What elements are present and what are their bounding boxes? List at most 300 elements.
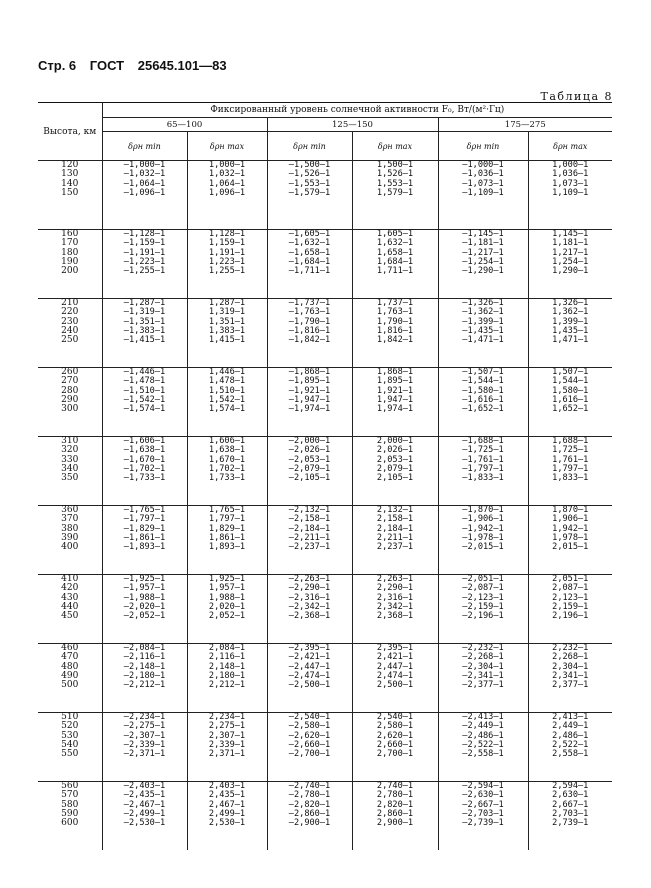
table-value: 2,780—1: [376, 790, 414, 801]
table-value: 1,399—1: [552, 316, 589, 327]
table-value: —2,413—1: [462, 712, 504, 722]
table-value: 1,574—1: [208, 404, 246, 415]
table-value: —1,790—1: [288, 316, 331, 327]
table-value: —2,630—1: [462, 790, 504, 801]
value-cell-max: [187, 782, 267, 851]
table-value: 1,725—1: [552, 445, 589, 456]
table-value: —1,684—1: [288, 256, 331, 267]
table-value: —1,478—1: [123, 376, 166, 387]
value-cell-max: [187, 299, 267, 368]
altitude-cell: [38, 368, 102, 437]
table-value: —1,542—1: [123, 394, 166, 405]
table-value: 2,522—1: [552, 739, 589, 750]
table-value: 570: [61, 790, 79, 801]
table-value: 230: [61, 316, 79, 327]
table-value: —2,820—1: [288, 799, 331, 810]
table-value: —1,096—1: [123, 187, 166, 198]
table-value: —1,947—1: [288, 394, 331, 405]
table-value: —2,594—1: [462, 781, 504, 791]
altitude-cell: [38, 299, 102, 368]
table-value: —1,861—1: [123, 532, 166, 543]
table-value: 1,974—1: [376, 404, 414, 415]
table-value: —2,700—1: [288, 749, 331, 760]
table-value: 1,870—1: [552, 505, 589, 515]
value-cell-max: [187, 644, 267, 713]
value-cell-max: [187, 161, 267, 230]
table-value: 1,638—1: [208, 445, 246, 456]
table-value: —1,702—1: [123, 463, 166, 474]
table-value: —1,842—1: [288, 335, 331, 346]
table-value: —2,316—1: [288, 592, 331, 603]
table-value: 320: [61, 445, 79, 456]
table-value: 350: [61, 473, 79, 484]
table-value: 2,123—1: [552, 592, 589, 603]
table-value: 2,530—1: [208, 818, 246, 829]
table-value: 1,606—1: [208, 436, 246, 446]
table-row-group: [38, 368, 612, 437]
table-value: 1,652—1: [552, 404, 589, 415]
table-value: 2,339—1: [208, 739, 246, 750]
table-value: —2,051—1: [462, 574, 504, 584]
altitude-cell: [38, 644, 102, 713]
range-header-2: 125—150: [267, 118, 438, 132]
table-value: —1,652—1: [462, 404, 504, 415]
table-value: —1,351—1: [123, 316, 166, 327]
table-value: 1,319—1: [208, 307, 246, 318]
table-value: —1,816—1: [288, 325, 331, 336]
table-value: —1,255—1: [123, 266, 166, 277]
table-value: —1,036—1: [462, 169, 504, 180]
table-value: —2,500—1: [288, 680, 331, 691]
table-value: 1,868—1: [376, 367, 414, 377]
table-value: 2,594—1: [552, 781, 589, 791]
table-value: 1,816—1: [376, 325, 414, 336]
table-value: —2,740—1: [288, 781, 331, 791]
table-value: 2,180—1: [208, 670, 246, 681]
table-value: 1,073—1: [552, 178, 589, 189]
table-value: —1,895—1: [288, 376, 331, 387]
table-value: —2,377—1: [462, 680, 504, 691]
table-value: 160: [61, 229, 79, 239]
table-value: —1,870—1: [462, 505, 504, 515]
table-value: 1,763—1: [376, 307, 414, 318]
table-row-group: [38, 644, 612, 713]
table-value: 1,471—1: [552, 335, 589, 346]
table-value: 1,761—1: [552, 454, 589, 465]
table-value: —2,026—1: [288, 445, 331, 456]
table-value: 1,733—1: [208, 473, 246, 484]
table-value: —1,921—1: [288, 385, 331, 396]
min-header: δρн min: [438, 132, 528, 161]
table-value: 2,052—1: [208, 611, 246, 622]
table-value: —1,510—1: [123, 385, 166, 396]
value-cell-min: [267, 575, 352, 644]
table-value: —2,212—1: [123, 680, 166, 691]
table-row-group: [38, 299, 612, 368]
value-cell-min: [102, 644, 187, 713]
value-cell-min: [267, 230, 352, 299]
value-cell-min: [102, 437, 187, 506]
value-cell-max: [352, 782, 438, 851]
table-value: —1,893—1: [123, 542, 166, 553]
table-value: —2,522—1: [462, 739, 504, 750]
table-value: 1,658—1: [376, 247, 414, 258]
table-value: —1,181—1: [462, 238, 504, 249]
table-value: —1,978—1: [462, 532, 504, 543]
table-value: —2,339—1: [123, 739, 166, 750]
table-value: —2,660—1: [288, 739, 331, 750]
value-cell-min: [438, 230, 528, 299]
value-cell-max: [352, 575, 438, 644]
table-value: 1,670—1: [208, 454, 246, 465]
table-value: 1,553—1: [376, 178, 414, 189]
table-value: 2,739—1: [552, 818, 589, 829]
table-value: 190: [61, 256, 79, 267]
table-value: —1,415—1: [123, 335, 166, 346]
table-value: 1,861—1: [208, 532, 246, 543]
table-value: —1,670—1: [123, 454, 166, 465]
table-value: 1,000—1: [208, 160, 246, 170]
table-value: 2,026—1: [376, 445, 414, 456]
table-value: —1,616—1: [462, 394, 504, 405]
table-value: 2,421—1: [376, 652, 414, 663]
table-row-group: [38, 506, 612, 575]
value-cell-max: [528, 161, 612, 230]
value-cell-min: [267, 299, 352, 368]
table-value: 2,703—1: [552, 808, 589, 819]
value-cell-min: [267, 437, 352, 506]
value-cell-min: [102, 506, 187, 575]
table-value: 560: [61, 781, 79, 791]
table-value: —1,032—1: [123, 169, 166, 180]
table-value: —1,145—1: [462, 229, 504, 239]
table-value: —2,053—1: [288, 454, 331, 465]
table-value: —2,105—1: [288, 473, 331, 484]
table-value: —1,223—1: [123, 256, 166, 267]
table-value: 2,820—1: [376, 799, 414, 810]
table-value: —1,906—1: [462, 514, 504, 525]
table-value: 2,148—1: [208, 661, 246, 672]
table-value: —2,739—1: [462, 818, 504, 829]
table-value: —2,558—1: [462, 749, 504, 760]
table-value: 240: [61, 325, 79, 336]
table-value: —2,307—1: [123, 730, 166, 741]
table-value: —1,763—1: [288, 307, 331, 318]
table-value: 1,510—1: [208, 385, 246, 396]
value-cell-min: [267, 506, 352, 575]
table-value: 470: [61, 652, 79, 663]
value-cell-max: [187, 506, 267, 575]
table-value: 1,217—1: [552, 247, 589, 258]
table-value: 2,860—1: [376, 808, 414, 819]
table-value: —2,079—1: [288, 463, 331, 474]
table-value: 300: [61, 404, 79, 415]
table-value: 1,500—1: [376, 160, 414, 170]
table-value: 2,158—1: [376, 514, 414, 525]
range-header-3: 175—275: [438, 118, 612, 132]
table-value: —2,342—1: [288, 601, 331, 612]
value-cell-min: [102, 368, 187, 437]
table-value: 1,542—1: [208, 394, 246, 405]
table-value: —1,606—1: [123, 436, 166, 446]
table-value: 1,921—1: [376, 385, 414, 396]
table-value: 2,116—1: [208, 652, 246, 663]
table-value: —2,234—1: [123, 712, 166, 722]
table-value: —2,148—1: [123, 661, 166, 672]
table-value: 2,740—1: [376, 781, 414, 791]
table-value: 2,159—1: [552, 601, 589, 612]
value-cell-max: [352, 713, 438, 782]
table-value: —1,254—1: [462, 256, 504, 267]
table-value: 2,403—1: [208, 781, 246, 791]
table-value: —1,658—1: [288, 247, 331, 258]
table-value: —2,132—1: [288, 505, 331, 515]
table-value: —2,158—1: [288, 514, 331, 525]
value-cell-max: [528, 575, 612, 644]
table-value: —1,435—1: [462, 325, 504, 336]
data-table: [38, 102, 612, 850]
table-value: 480: [61, 661, 79, 672]
table-value: 1,893—1: [208, 542, 246, 553]
table-value: 2,079—1: [376, 463, 414, 474]
value-cell-min: [438, 506, 528, 575]
table-value: 590: [61, 808, 79, 819]
table-value: —1,737—1: [288, 298, 331, 308]
value-cell-min: [438, 575, 528, 644]
table-value: —1,507—1: [462, 367, 504, 377]
table-value: 1,351—1: [208, 316, 246, 327]
value-cell-min: [438, 368, 528, 437]
table-value: —2,020—1: [123, 601, 166, 612]
altitude-cell: [38, 161, 102, 230]
table-value: 420: [61, 583, 79, 594]
altitude-cell: [38, 782, 102, 851]
value-cell-min: [267, 782, 352, 851]
table-value: —2,467—1: [123, 799, 166, 810]
table-value: 450: [61, 611, 79, 622]
table-value: 2,304—1: [552, 661, 589, 672]
table-value: —1,580—1: [462, 385, 504, 396]
value-cell-min: [438, 299, 528, 368]
altitude-cell: [38, 713, 102, 782]
value-cell-min: [102, 230, 187, 299]
table-value: 1,064—1: [208, 178, 246, 189]
table-value: 140: [61, 178, 79, 189]
table-value: 290: [61, 394, 79, 405]
table-value: —2,275—1: [123, 721, 166, 732]
table-value: 1,096—1: [208, 187, 246, 198]
table-value: 1,362—1: [552, 307, 589, 318]
value-cell-min: [438, 644, 528, 713]
table-value: 1,579—1: [376, 187, 414, 198]
table-value: 1,109—1: [552, 187, 589, 198]
table-value: 520: [61, 721, 79, 732]
table-value: 2,275—1: [208, 721, 246, 732]
table-value: —1,128—1: [123, 229, 166, 239]
table-value: —1,553—1: [288, 178, 331, 189]
table-value: —1,833—1: [462, 473, 504, 484]
table-value: —2,900—1: [288, 818, 331, 829]
table-value: —2,116—1: [123, 652, 166, 663]
table-value: 1,181—1: [552, 238, 589, 249]
table-value: —2,368—1: [288, 611, 331, 622]
table-value: —1,073—1: [462, 178, 504, 189]
table-value: 340: [61, 463, 79, 474]
table-value: 1,797—1: [208, 514, 246, 525]
altitude-cell: [38, 575, 102, 644]
table-value: 530: [61, 730, 79, 741]
table-value: —2,620—1: [288, 730, 331, 741]
table-value: 510: [61, 712, 79, 722]
table-value: —1,000—1: [123, 160, 166, 170]
table-value: —2,540—1: [288, 712, 331, 722]
table-value: 2,474—1: [376, 670, 414, 681]
value-cell-min: [438, 437, 528, 506]
table-value: 1,254—1: [552, 256, 589, 267]
value-cell-max: [187, 368, 267, 437]
value-cell-max: [528, 782, 612, 851]
table-value: —1,471—1: [462, 335, 504, 346]
table-value: —1,868—1: [288, 367, 331, 377]
table-value: 1,947—1: [376, 394, 414, 405]
table-value: 1,191—1: [208, 247, 246, 258]
value-cell-max: [352, 644, 438, 713]
table-value: 1,145—1: [552, 229, 589, 239]
table-value: 2,053—1: [376, 454, 414, 465]
max-header: δρн max: [352, 132, 438, 161]
table-value: 1,833—1: [552, 473, 589, 484]
table-value: 2,377—1: [552, 680, 589, 691]
value-cell-max: [187, 437, 267, 506]
standard-code: 25645.101—83: [137, 58, 227, 73]
table-value: —1,711—1: [288, 266, 331, 277]
table-value: —2,290—1: [288, 583, 331, 594]
table-value: 360: [61, 505, 79, 515]
table-value: —2,341—1: [462, 670, 504, 681]
table-value: 330: [61, 454, 79, 465]
table-value: 2,237—1: [376, 542, 414, 553]
table-row-group: [38, 713, 612, 782]
table-value: 400: [61, 542, 79, 553]
table-value: —2,530—1: [123, 818, 166, 829]
altitude-cell: [38, 437, 102, 506]
table-value: 1,797—1: [552, 463, 589, 474]
table-value: 2,132—1: [376, 505, 414, 515]
table-value: 2,105—1: [376, 473, 414, 484]
table-value: 120: [61, 160, 79, 170]
table-value: 2,500—1: [376, 680, 414, 691]
table-value: —1,526—1: [288, 169, 331, 180]
table-value: 1,526—1: [376, 169, 414, 180]
table-value: —2,703—1: [462, 808, 504, 819]
table-value: —1,064—1: [123, 178, 166, 189]
table-value: 2,290—1: [376, 583, 414, 594]
table-value: 430: [61, 592, 79, 603]
value-cell-max: [352, 299, 438, 368]
table-value: —2,015—1: [462, 542, 504, 553]
table-value: —2,184—1: [288, 523, 331, 534]
table-value: —2,268—1: [462, 652, 504, 663]
table-value: 2,232—1: [552, 643, 589, 653]
table-value: —2,395—1: [288, 643, 331, 653]
table-value: 440: [61, 601, 79, 612]
table-value: 1,255—1: [208, 266, 246, 277]
table-value: 2,196—1: [552, 611, 589, 622]
table-value: 2,486—1: [552, 730, 589, 741]
table-value: 2,316—1: [376, 592, 414, 603]
table-value: 390: [61, 532, 79, 543]
table-value: 2,368—1: [376, 611, 414, 622]
min-header: δρн min: [267, 132, 352, 161]
value-cell-min: [102, 161, 187, 230]
table-value: 1,032—1: [208, 169, 246, 180]
table-value: —1,191—1: [123, 247, 166, 258]
table-value: 1,632—1: [376, 238, 414, 249]
table-value: 540: [61, 739, 79, 750]
table-row-group: [38, 575, 612, 644]
table-value: —2,403—1: [123, 781, 166, 791]
table-value: 2,020—1: [208, 601, 246, 612]
table-value: —2,486—1: [462, 730, 504, 741]
value-cell-min: [438, 782, 528, 851]
activity-header: Фиксированный уровень солнечной активности F₀, Вт/(м²·Гц): [102, 103, 612, 118]
table-value: 2,268—1: [552, 652, 589, 663]
value-cell-max: [528, 368, 612, 437]
value-cell-max: [352, 230, 438, 299]
table-value: 460: [61, 643, 79, 653]
table-row-group: [38, 782, 612, 851]
table-value: —1,319—1: [123, 307, 166, 318]
value-cell-max: [187, 713, 267, 782]
table-value: 1,895—1: [376, 376, 414, 387]
table-value: 260: [61, 367, 79, 377]
table-value: —1,579—1: [288, 187, 331, 198]
table-value: 180: [61, 247, 79, 258]
table-value: —1,574—1: [123, 404, 166, 415]
table-value: —2,196—1: [462, 611, 504, 622]
max-header: δρн max: [528, 132, 612, 161]
table-value: 1,925—1: [208, 574, 246, 584]
table-value: 550: [61, 749, 79, 760]
table-value: —2,211—1: [288, 532, 331, 543]
table-value: 380: [61, 523, 79, 534]
value-cell-max: [528, 230, 612, 299]
value-cell-max: [528, 713, 612, 782]
table-value: 500: [61, 680, 79, 691]
table-value: —2,435—1: [123, 790, 166, 801]
table-value: 2,341—1: [552, 670, 589, 681]
table-value: 2,540—1: [376, 712, 414, 722]
table-value: 1,765—1: [208, 505, 246, 515]
value-cell-min: [267, 713, 352, 782]
table-value: —2,447—1: [288, 661, 331, 672]
table-value: —1,725—1: [462, 445, 504, 456]
value-cell-max: [352, 368, 438, 437]
table-value: —1,632—1: [288, 238, 331, 249]
table-value: 1,702—1: [208, 463, 246, 474]
table-value: 1,326—1: [552, 298, 589, 308]
table-value: —1,446—1: [123, 367, 166, 377]
table-value: —1,957—1: [123, 583, 166, 594]
value-cell-max: [352, 161, 438, 230]
table-value: —2,237—1: [288, 542, 331, 553]
table-value: 370: [61, 514, 79, 525]
table-row-group: [38, 230, 612, 299]
table-value: 1,605—1: [376, 229, 414, 239]
table-value: —1,829—1: [123, 523, 166, 534]
value-cell-max: [187, 575, 267, 644]
value-cell-max: [528, 299, 612, 368]
